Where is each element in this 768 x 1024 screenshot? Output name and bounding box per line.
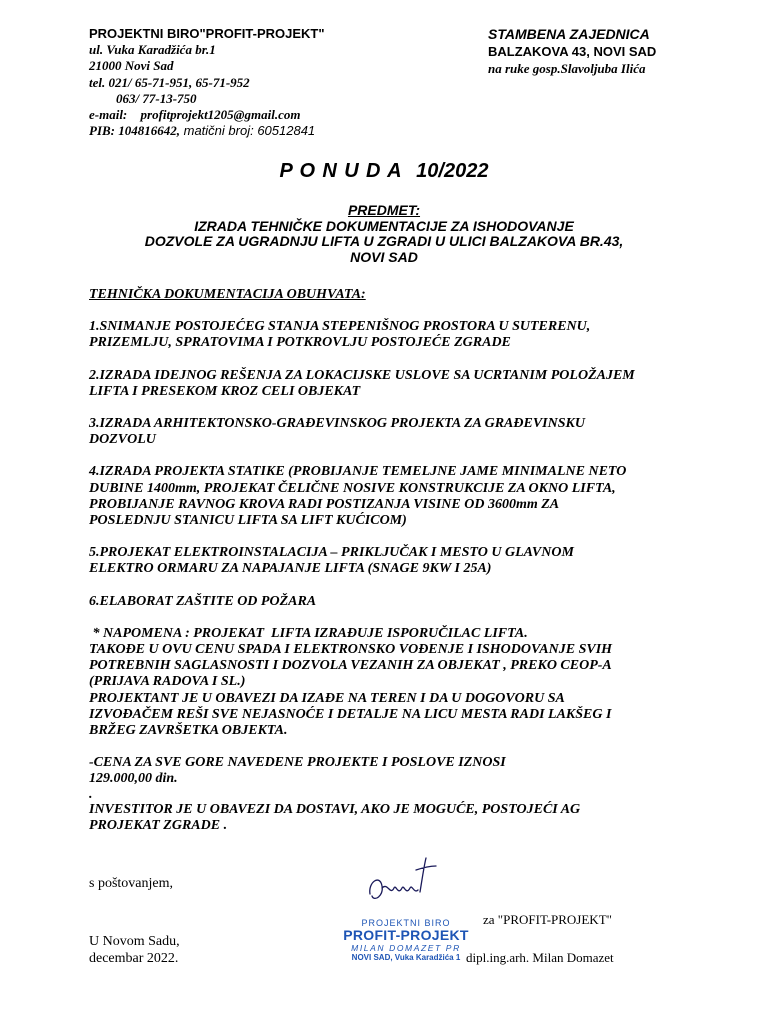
- recipient-attention: na ruke gosp.Slavoljuba Ilića: [488, 61, 646, 76]
- scope-item: DUBINE 1400mm, PROJEKAT ČELIČNE NOSIVE KONSTRUKCIJE ZA OKNO LIFTA,: [89, 480, 616, 496]
- title-number: 10/2022: [416, 160, 489, 182]
- firm-signature-label: za "PROFIT-PROJEKT": [483, 912, 612, 927]
- scope-item: PRIZEMLJU, SPRATOVIMA I POTKROVLJU POSTOJEĆE ZGRADE: [89, 335, 511, 351]
- sender-phone: tel. 021/ 65-71-951, 65-71-952: [89, 74, 250, 90]
- sender-block: [89, 26, 449, 139]
- recipient-name: STAMBENA ZAJEDNICA: [488, 26, 650, 42]
- scope-heading: TEHNIČKA DOKUMENTACIJA OBUHVATA:: [89, 287, 366, 302]
- scope-item: 3.IZRADA ARHITEKTONSKO-GRAĐEVINSKOG PROJEKTA ZA GRAĐEVINSKU: [89, 416, 585, 432]
- date: decembar 2022.: [89, 951, 179, 966]
- scope-item: 6.ELABORAT ZAŠTITE OD POŽARA: [89, 593, 317, 609]
- signer-name: dipl.ing.arh. Milan Domazet: [466, 950, 614, 965]
- stamp-line: PROFIT-PROJEKT: [343, 927, 469, 943]
- sender-street: ul. Vuka Karadžića br.1: [89, 42, 216, 58]
- subject-line: IZRADA TEHNIČKE DOKUMENTACIJE ZA ISHODOVANJE: [194, 217, 574, 234]
- price-amount: 129.000,00 din.: [89, 771, 178, 787]
- recipient-address: BALZAKOVA 43, NOVI SAD: [488, 44, 657, 59]
- closing-greeting: s poštovanjem,: [89, 876, 173, 891]
- investor-line: PROJEKAT ZGRADE .: [89, 817, 228, 833]
- note-line: POTREBNIH SAGLASNOSTI I DOZVOLA VEZANIH ZA OBJEKAT , PREKO CEOP-A: [89, 658, 612, 674]
- subject-line: DOZVOLE ZA UGRADNJU LIFTA U ZGRADI U ULICI BALZAKOVA BR.43,: [144, 233, 624, 250]
- scope-item: LIFTA I PRESEKOM KROZ CELI OBJEKAT: [89, 383, 361, 399]
- sender-ids-row: [89, 123, 449, 139]
- note-line: PROJEKTANT JE U OBAVEZI DA IZAĐE NA TEREN I DA U DOGOVORU SA: [89, 690, 565, 706]
- sender-mobile: 063/ 77-13-750: [116, 90, 197, 106]
- company-stamp: [336, 918, 476, 970]
- note-line: (PRIJAVA RADOVA I SL.): [89, 674, 246, 690]
- stamp-line: MILAN DOMAZET PR: [351, 943, 461, 953]
- signature-image: [360, 852, 440, 912]
- sender-email-row: [89, 107, 449, 123]
- scope-item: 1.SNIMANJE POSTOJEĆEG STANJA STEPENIŠNOG PROSTORA U SUTERENU,: [89, 319, 591, 335]
- subject-block: [0, 203, 768, 265]
- scope-item: PROBIJANJE RAVNOG KROVA RADI POSTIZANJA VISINE OD 3600mm ZA: [89, 496, 560, 512]
- sender-email-label: e-mail:: [89, 107, 128, 123]
- stamp-line: PROJEKTNI BIRO: [361, 918, 451, 928]
- sender-name: PROJEKTNI BIRO"PROFIT-PROJEKT": [89, 26, 325, 41]
- scope-item: 4.IZRADA PROJEKTA STATIKE (PROBIJANJE TEMELJNE JAME MINIMALNE NETO: [89, 464, 627, 480]
- note-line: BRŽEG ZAVRŠETKA OBJEKTA.: [89, 723, 288, 739]
- scope-item: POSLEDNJU STANICU LIFTA SA LIFT KUĆICOM): [89, 513, 407, 529]
- sender-city: 21000 Novi Sad: [89, 58, 174, 74]
- scope-item: ELEKTRO ORMARU ZA NAPAJANJE LIFTA (SNAGE 9KW I 25A): [89, 561, 492, 577]
- price-line: -CENA ZA SVE GORE NAVEDENE PROJEKTE I POSLOVE IZNOSI: [89, 755, 506, 771]
- scope-item: 5.PROJEKAT ELEKTROINSTALACIJA – PRIKLJUČAK I MESTO U GLAVNOM: [89, 545, 574, 561]
- place: U Novom Sadu,: [89, 934, 180, 949]
- scope-item: DOZVOLU: [89, 432, 156, 448]
- separator-dot: .: [89, 786, 93, 802]
- note-line: TAKOĐE U OVU CENU SPADA I ELEKTRONSKO VOĐENJE I ISHODOVANJE SVIH: [89, 642, 613, 658]
- sender-email: profitprojekt1205@gmail.com: [140, 107, 301, 123]
- sender-pib: PIB: 104816642,: [89, 123, 180, 139]
- subject-label: PREDMET:: [347, 202, 421, 218]
- offer-body: [89, 287, 709, 834]
- investor-line: INVESTITOR JE U OBAVEZI DA DOSTAVI, AKO JE MOGUĆE, POSTOJEĆI AG: [89, 801, 581, 817]
- stamp-line: NOVI SAD, Vuka Karadžića 1: [351, 953, 461, 962]
- scope-item: 2.IZRADA IDEJNOG REŠENJA ZA LOKACIJSKE USLOVE SA UCRTANIM POLOŽAJEM: [89, 367, 635, 383]
- title-word: P O N U D A: [279, 160, 402, 182]
- sender-registration-number: matični broj: 60512841: [183, 123, 316, 139]
- recipient-block: [488, 26, 748, 77]
- subject-line: NOVI SAD: [350, 248, 418, 265]
- page-title: [0, 160, 768, 183]
- note-line: IZVOĐAČEM REŠI SVE NEJASNOĆE I DETALJE NA LICU MESTA RADI LAKŠEG I: [89, 706, 612, 722]
- place-date: [89, 933, 180, 967]
- note-line: * NAPOMENA : PROJEKAT LIFTA IZRAĐUJE ISPORUČILAC LIFTA.: [89, 625, 528, 641]
